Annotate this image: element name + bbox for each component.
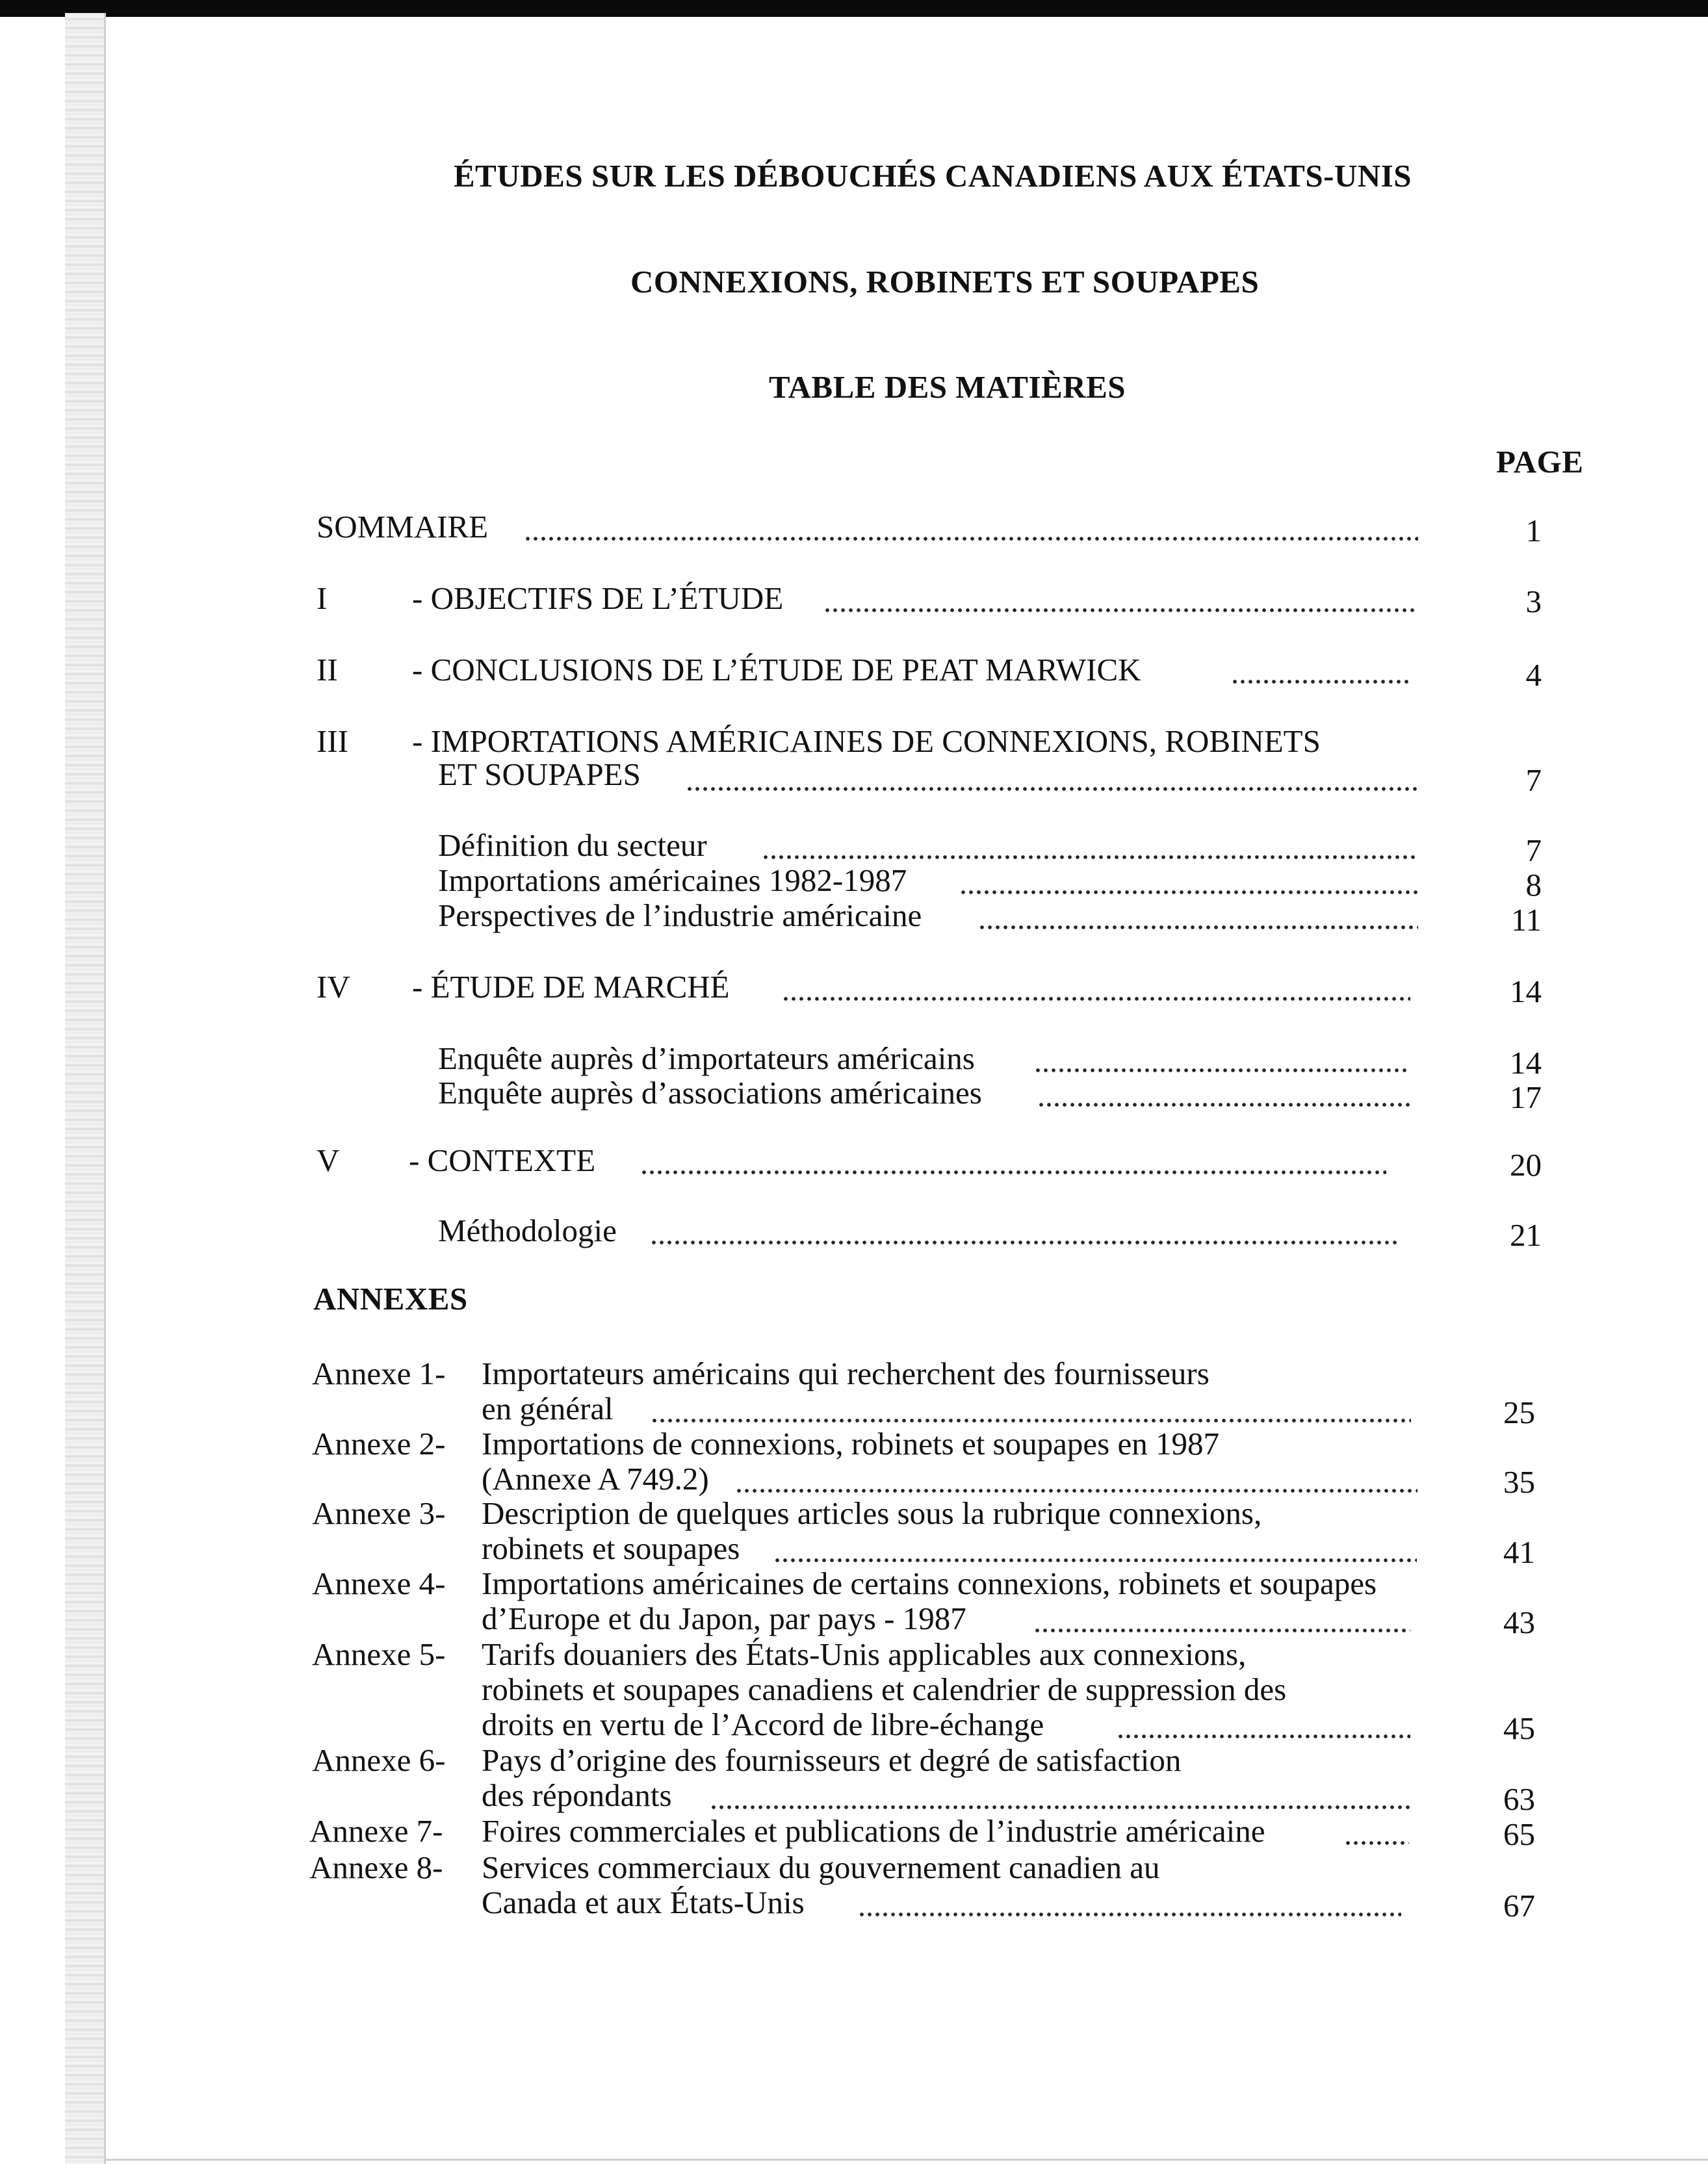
dot-leader xyxy=(1117,1734,1410,1739)
annex-title-line: robinets et soupapes xyxy=(482,1530,740,1566)
toc-title: TABLE DES MATIÈRES xyxy=(769,369,1126,405)
toc-page-number: 35 xyxy=(1503,1464,1535,1500)
annex-title-line: Services commerciaux du gouvernement canadien au xyxy=(482,1849,1160,1885)
toc-page-number: 11 xyxy=(1510,902,1542,938)
toc-page-number: 21 xyxy=(1510,1217,1542,1253)
section-title: - CONTEXTE xyxy=(409,1142,596,1178)
subsection-title: Définition du secteur xyxy=(438,827,707,863)
toc-page-number: 41 xyxy=(1503,1534,1535,1570)
dot-leader xyxy=(762,855,1418,860)
annex-label: Annexe 5- xyxy=(312,1636,446,1672)
section-numeral: V xyxy=(317,1142,340,1178)
section-numeral: III xyxy=(317,723,348,759)
dot-leader xyxy=(782,996,1410,1001)
section-title: - ÉTUDE DE MARCHÉ xyxy=(412,969,730,1005)
dot-leader xyxy=(1037,1102,1410,1107)
section-title: - CONCLUSIONS DE L’ÉTUDE DE PEAT MARWICK xyxy=(412,652,1141,688)
dot-leader xyxy=(651,1418,1411,1423)
section-numeral: I xyxy=(317,580,328,616)
section-title-line-1: - IMPORTATIONS AMÉRICAINES DE CONNEXIONS, ROBINETS xyxy=(412,723,1321,759)
annex-title-line: Pays d’origine des fournisseurs et degré de satisfaction xyxy=(482,1742,1182,1778)
toc-page-number: 17 xyxy=(1510,1079,1542,1115)
dot-leader xyxy=(978,925,1418,930)
toc-page-number: 8 xyxy=(1525,867,1542,903)
toc-page-number: 4 xyxy=(1525,657,1542,693)
annex-label: Annexe 2- xyxy=(312,1426,446,1462)
toc-page-number: 14 xyxy=(1510,973,1542,1009)
toc-page-number: 14 xyxy=(1510,1045,1542,1081)
annex-label: Annexe 8- xyxy=(309,1849,443,1885)
toc-page-number: 43 xyxy=(1503,1604,1535,1640)
section-title: - OBJECTIFS DE L’ÉTUDE xyxy=(412,580,784,616)
dot-leader xyxy=(640,1170,1386,1175)
annex-label: Annexe 1- xyxy=(312,1356,446,1391)
dot-leader xyxy=(858,1912,1401,1917)
toc-page-number: 25 xyxy=(1503,1395,1535,1430)
toc-page-number: 3 xyxy=(1525,584,1542,619)
annex-title-line: robinets et soupapes canadiens et calendrier de suppression des xyxy=(482,1671,1287,1707)
toc-page-number: 1 xyxy=(1525,513,1542,548)
annex-title-line: des répondants xyxy=(482,1777,672,1813)
subsection-title: Méthodologie xyxy=(438,1213,617,1248)
dot-leader xyxy=(1034,1068,1410,1073)
toc-page-number: 7 xyxy=(1525,832,1542,868)
dot-leader xyxy=(1231,679,1410,684)
annex-title-line: Canada et aux États-Unis xyxy=(482,1885,805,1920)
section-numeral: II xyxy=(317,652,338,688)
annex-label: Annexe 3- xyxy=(312,1495,446,1531)
section-numeral: IV xyxy=(317,969,350,1005)
toc-page-number: 63 xyxy=(1503,1781,1535,1817)
dot-leader xyxy=(735,1488,1417,1493)
toc-entry-label: SOMMAIRE xyxy=(317,509,489,545)
dot-leader xyxy=(1033,1628,1410,1633)
dot-leader xyxy=(710,1805,1412,1810)
annex-title-line: en général xyxy=(482,1391,614,1426)
toc-page-number: 65 xyxy=(1503,1816,1535,1852)
annex-title-line: Importateurs américains qui recherchent des fournisseurs xyxy=(482,1356,1210,1391)
toc-page-number: 45 xyxy=(1503,1710,1535,1746)
annex-title-line: Importations de connexions, robinets et soupapes en 1987 xyxy=(482,1426,1219,1462)
scan-top-border xyxy=(0,0,1708,17)
annex-label: Annexe 6- xyxy=(312,1742,446,1778)
toc-page-number: 7 xyxy=(1525,762,1542,798)
annex-title-line: droits en vertu de l’Accord de libre-échange xyxy=(482,1707,1044,1742)
page-column-label: PAGE xyxy=(1496,444,1584,480)
section-title-line-2: ET SOUPAPES xyxy=(438,756,641,792)
annex-title-line: Foires commerciales et publications de l’industrie américaine xyxy=(482,1813,1265,1849)
dot-leader xyxy=(823,608,1418,613)
annex-title-line: Tarifs douaniers des États-Unis applicables aux connexions, xyxy=(482,1636,1247,1672)
subsection-title: Perspectives de l’industrie américaine xyxy=(438,897,922,933)
dot-leader xyxy=(524,536,1418,541)
series-title: ÉTUDES SUR LES DÉBOUCHÉS CANADIENS AUX ÉTATS-UNIS xyxy=(454,158,1412,194)
scan-bottom-edge xyxy=(104,2159,1708,2161)
subsection-title: Enquête auprès d’associations américaines xyxy=(438,1075,982,1111)
dot-leader xyxy=(959,890,1418,895)
dot-leader xyxy=(686,786,1418,792)
scan-binding-edge xyxy=(65,13,106,2164)
annex-title-line: d’Europe et du Japon, par pays - 1987 xyxy=(482,1601,966,1636)
dot-leader xyxy=(1344,1840,1409,1846)
annex-label: Annexe 4- xyxy=(312,1565,446,1601)
annexes-heading: ANNEXES xyxy=(313,1281,468,1317)
annex-title-line: Description de quelques articles sous la rubrique connexions, xyxy=(482,1495,1262,1531)
dot-leader xyxy=(773,1558,1417,1563)
annex-label: Annexe 7- xyxy=(309,1813,443,1849)
subsection-title: Enquête auprès d’importateurs américains xyxy=(438,1040,975,1076)
toc-page-number: 67 xyxy=(1503,1888,1535,1924)
dot-leader xyxy=(650,1240,1397,1245)
toc-page-number: 20 xyxy=(1510,1147,1542,1183)
subject-title: CONNEXIONS, ROBINETS ET SOUPAPES xyxy=(630,264,1260,300)
annex-title-line: (Annexe A 749.2) xyxy=(482,1461,709,1497)
annex-title-line: Importations américaines de certains connexions, robinets et soupapes xyxy=(482,1565,1377,1601)
subsection-title: Importations américaines 1982-1987 xyxy=(438,862,907,898)
